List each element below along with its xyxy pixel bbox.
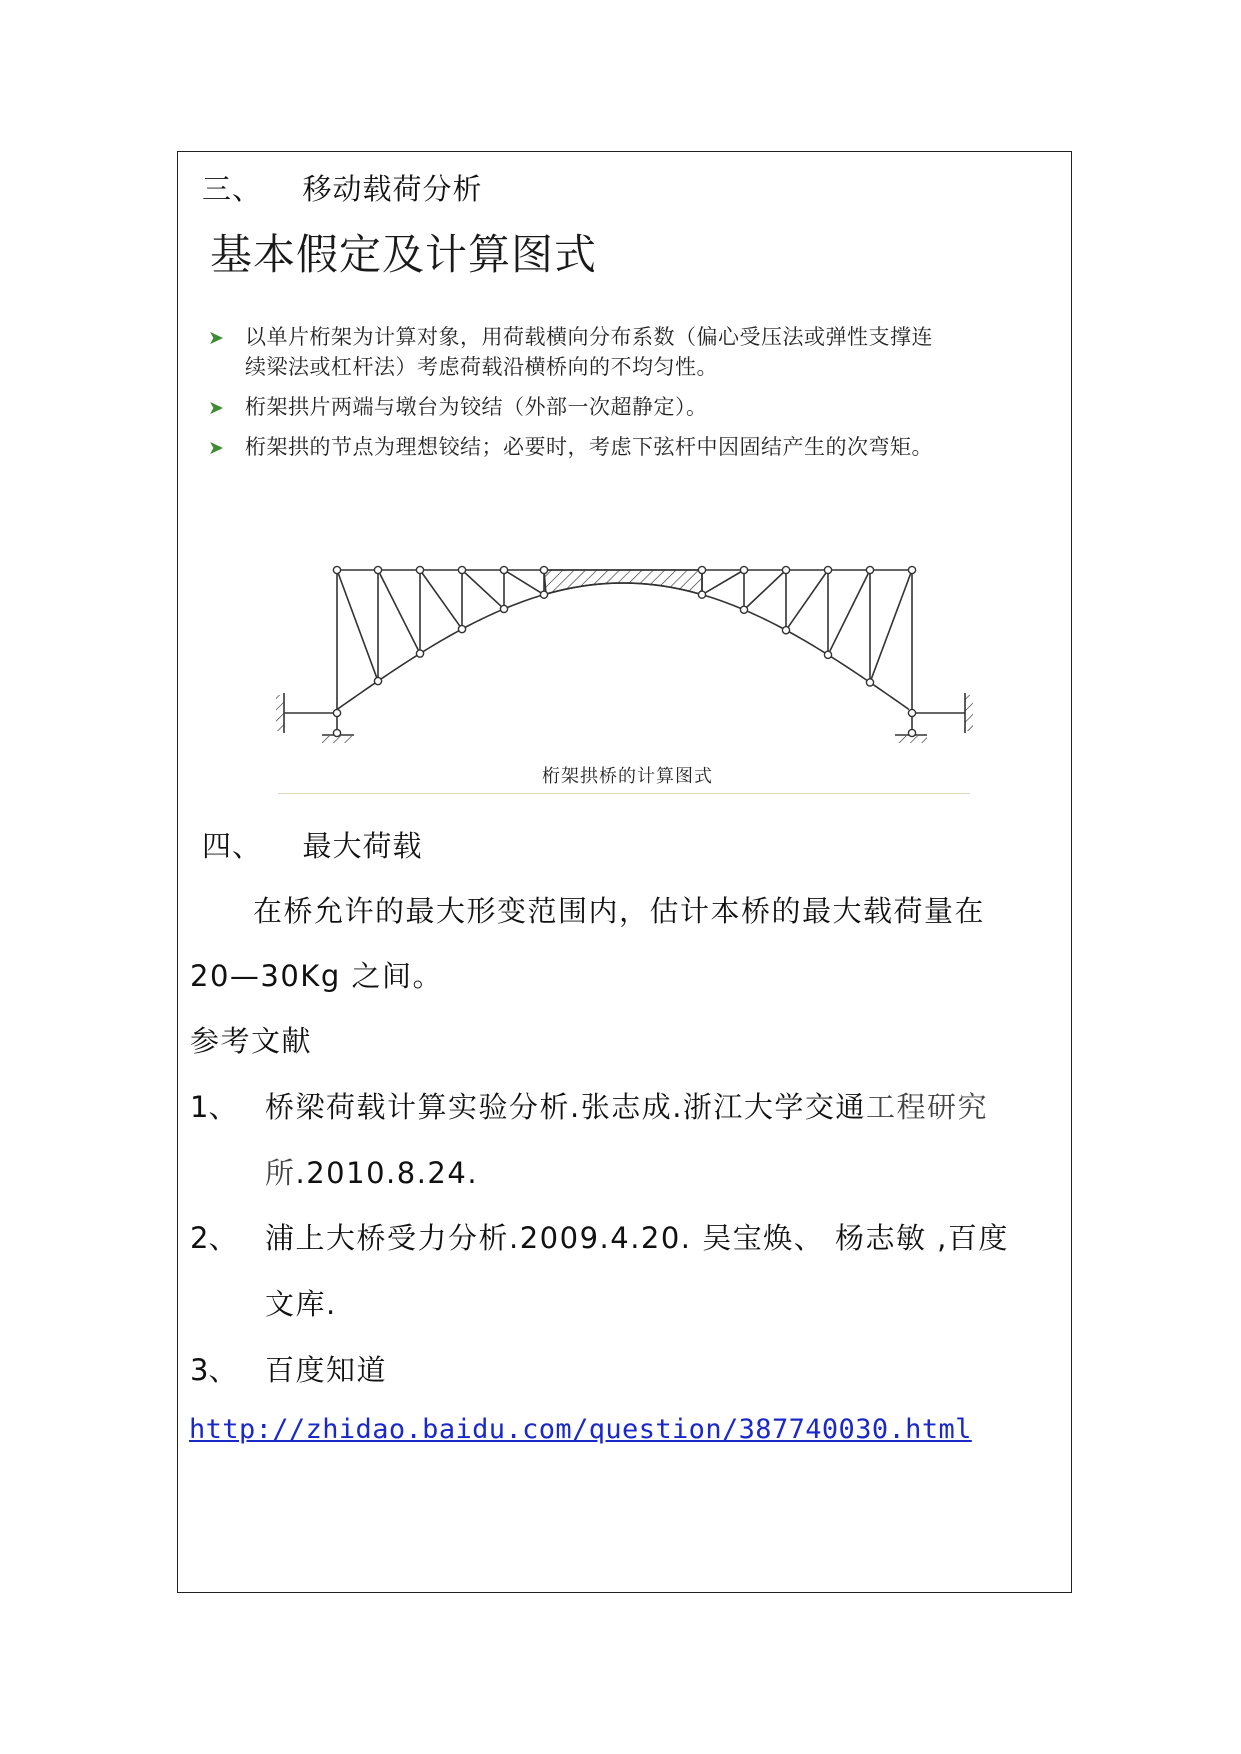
truss-node — [782, 627, 789, 634]
truss-node — [908, 709, 915, 716]
truss-node — [540, 591, 547, 598]
paragraph-line: 20—30Kg 之间。 — [190, 959, 443, 993]
arch-curve — [337, 583, 909, 709]
slide-divider — [278, 793, 970, 794]
paragraph-line: 在桥允许的最大形变范围内，估计本桥的最大载荷量在 — [253, 894, 986, 928]
truss-arch-bridge-diagram — [272, 555, 982, 765]
bullet-text: 桁架拱片两端与墩台为铰结（外部一次超静定）。 — [245, 395, 708, 419]
slide-bullet — [208, 392, 945, 423]
truss-node — [458, 566, 465, 573]
arrow-bullet-icon: ➤ — [208, 397, 224, 419]
reference-item-continued — [265, 1151, 478, 1192]
reference-link[interactable]: http://zhidao.baidu.com/question/387740030.html — [189, 1414, 972, 1445]
truss-node — [908, 729, 915, 736]
truss-node — [333, 566, 340, 573]
truss-node — [333, 729, 340, 736]
diagonal-member — [870, 570, 912, 682]
section-3-title: 移动载荷分析 — [302, 172, 483, 206]
diagonal-member — [702, 570, 744, 595]
truss-node — [374, 566, 381, 573]
truss-node — [698, 591, 705, 598]
reference-number: 2、 — [190, 1221, 238, 1255]
wall-support — [965, 695, 973, 731]
truss-node — [782, 566, 789, 573]
truss-node — [500, 605, 507, 612]
section-4-title: 最大荷载 — [302, 829, 423, 863]
reference-number: 1、 — [190, 1090, 238, 1124]
truss-node — [416, 650, 423, 657]
reference-text: 桥梁荷载计算实验分析.张志成.浙江大学交通 — [265, 1090, 866, 1124]
references-heading: 参考文献 — [190, 1024, 313, 1058]
wall-support — [276, 695, 284, 731]
diagonal-member — [828, 570, 870, 655]
section-3-number: 三、 — [202, 172, 263, 206]
truss-node — [866, 566, 873, 573]
bullet-text: 以单片桁架为计算对象，用荷载横向分布系数（偏心受压法或弹性支撑连续梁法或杠杆法）考虑荷载沿横桥向的不均匀性。 — [245, 325, 933, 379]
diagonal-member — [504, 570, 544, 595]
truss-node — [333, 709, 340, 716]
diagonal-member — [420, 570, 462, 629]
arrow-bullet-icon: ➤ — [208, 437, 224, 459]
reference-text: 百度知道 — [265, 1353, 388, 1387]
reference-number: 3、 — [190, 1353, 238, 1387]
reference-text-serif: 工程研究 — [865, 1090, 988, 1124]
diagonal-member — [462, 570, 504, 609]
reference-text-continued: 文库. — [265, 1287, 337, 1321]
section-3-heading — [202, 167, 482, 208]
truss-node — [458, 625, 465, 632]
diagonal-member — [378, 570, 420, 654]
truss-node — [374, 677, 381, 684]
truss-node — [824, 566, 831, 573]
reference-text-serif: 所 — [265, 1156, 296, 1190]
truss-node — [866, 679, 873, 686]
truss-node — [500, 566, 507, 573]
truss-node — [540, 566, 547, 573]
reference-text: .2010.8.24. — [295, 1156, 479, 1190]
truss-node — [824, 651, 831, 658]
truss-node — [698, 566, 705, 573]
slide-title: 基本假定及计算图式 — [210, 230, 598, 279]
truss-node — [908, 566, 915, 573]
deck-hatch — [544, 570, 702, 595]
bullet-text: 桁架拱的节点为理想铰结；必要时，考虑下弦杆中因固结产生的次弯矩。 — [245, 435, 933, 459]
section-4-heading — [202, 824, 422, 865]
truss-node — [740, 606, 747, 613]
slide-bullet — [208, 432, 945, 463]
reference-text: 浦上大桥受力分析.2009.4.20. 吴宝焕、 杨志敏 ,百度 — [265, 1221, 1009, 1255]
section-4-number: 四、 — [202, 829, 263, 863]
figure-caption: 桁架拱桥的计算图式 — [542, 766, 713, 787]
truss-node — [740, 566, 747, 573]
diagonal-member — [744, 570, 786, 610]
reference-item — [265, 1085, 988, 1126]
arrow-bullet-icon: ➤ — [208, 327, 224, 349]
slide-bullet — [208, 322, 945, 382]
diagonal-member — [786, 570, 828, 630]
diagonal-member — [337, 570, 378, 681]
truss-node — [416, 566, 423, 573]
